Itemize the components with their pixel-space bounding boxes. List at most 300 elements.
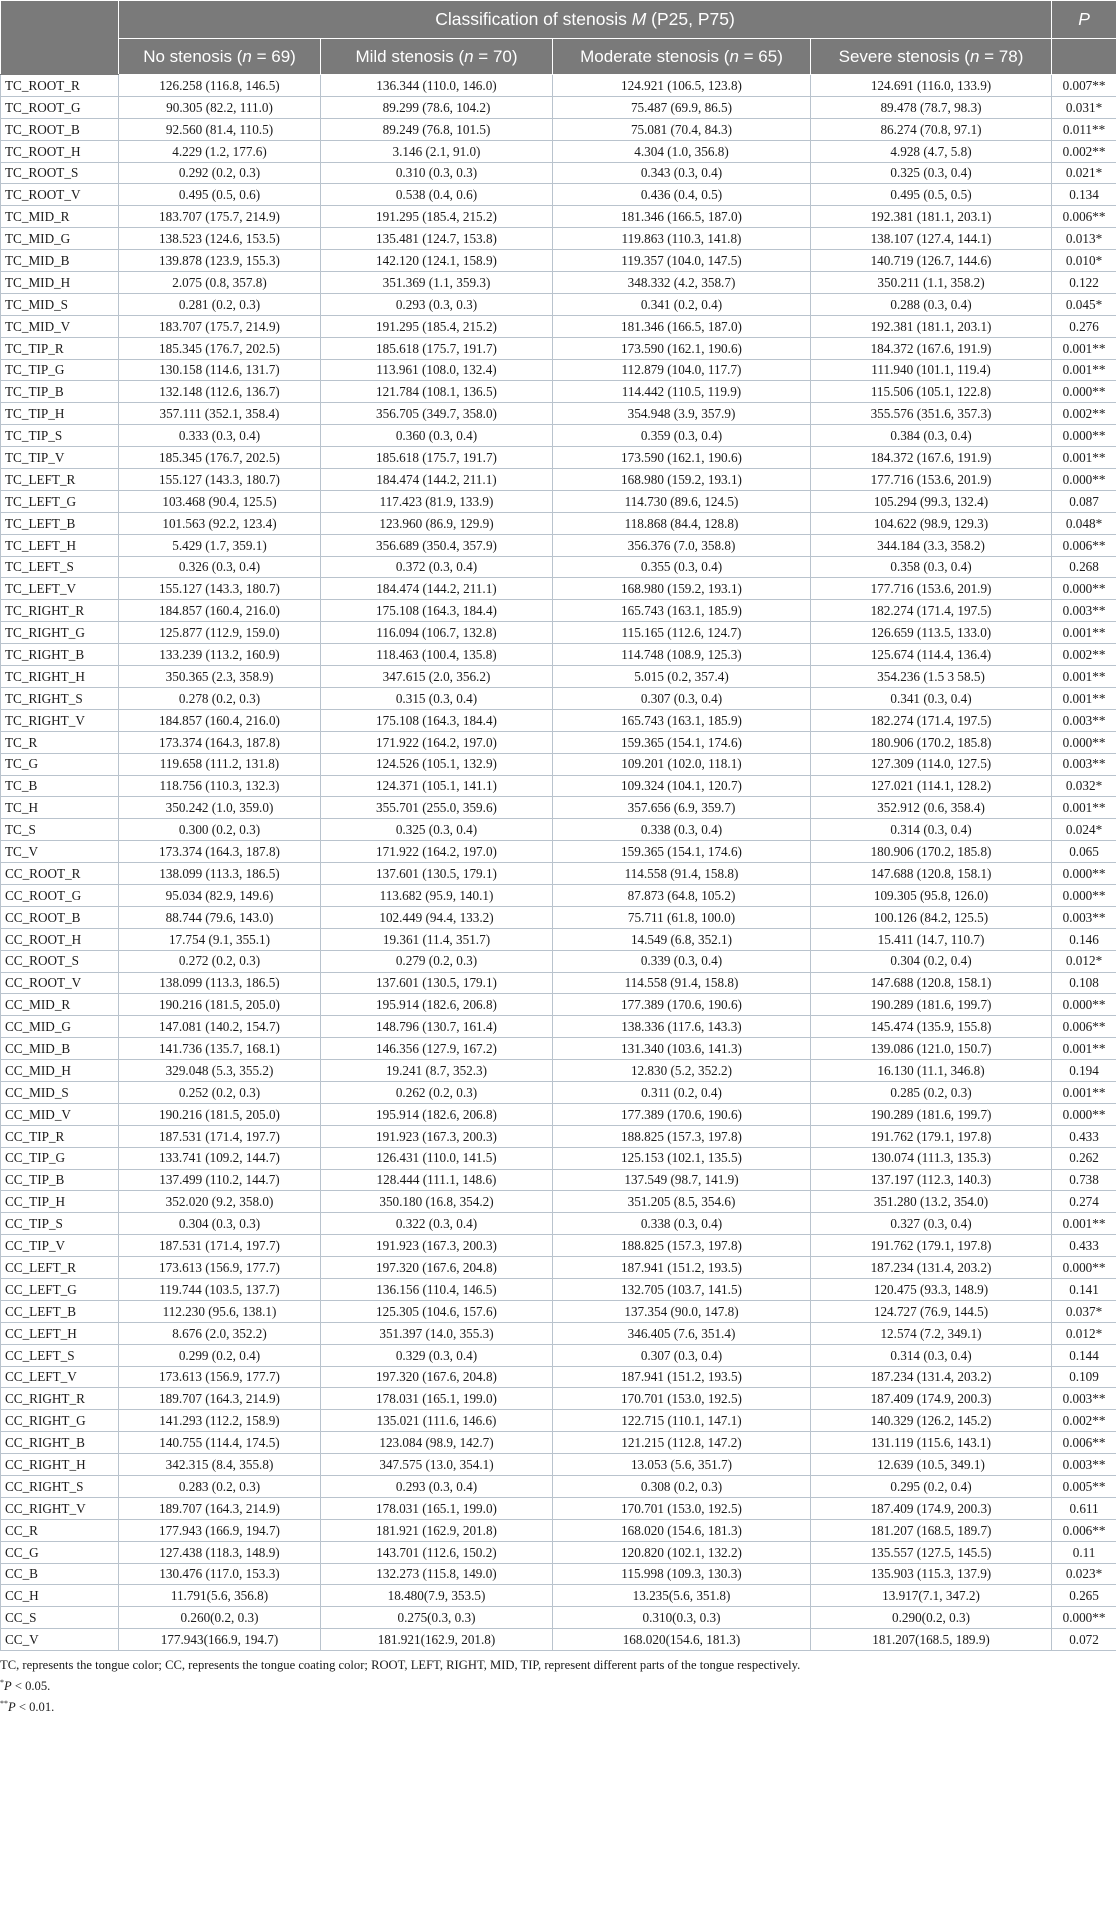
- p-value-cell: 0.003**: [1052, 906, 1116, 928]
- value-cell: 197.320 (167.6, 204.8): [321, 1257, 553, 1279]
- value-cell: 120.475 (93.3, 148.9): [811, 1278, 1052, 1300]
- table-row: [1, 206, 1116, 228]
- value-cell: 190.289 (181.6, 199.7): [811, 1103, 1052, 1125]
- header-row-group: [1, 1, 1116, 39]
- value-cell: 4.928 (4.7, 5.8): [811, 140, 1052, 162]
- value-cell: 138.523 (124.6, 153.5): [119, 228, 321, 250]
- value-cell: 351.280 (13.2, 354.0): [811, 1191, 1052, 1213]
- value-cell: 170.701 (153.0, 192.5): [553, 1388, 811, 1410]
- row-label-cell: CC_RIGHT_G: [1, 1410, 119, 1432]
- value-cell: 75.711 (61.8, 100.0): [553, 906, 811, 928]
- p-value-cell: 0.274: [1052, 1191, 1116, 1213]
- table-row: [1, 447, 1116, 469]
- value-cell: 0.307 (0.3, 0.4): [553, 1344, 811, 1366]
- p-value-cell: 0.433: [1052, 1235, 1116, 1257]
- p-value-cell: 0.012*: [1052, 1322, 1116, 1344]
- value-cell: 188.825 (157.3, 197.8): [553, 1235, 811, 1257]
- value-cell: 189.707 (164.3, 214.9): [119, 1497, 321, 1519]
- value-cell: 0.343 (0.3, 0.4): [553, 162, 811, 184]
- p-value-cell: 0.087: [1052, 490, 1116, 512]
- value-cell: 351.369 (1.1, 359.3): [321, 272, 553, 294]
- value-cell: 4.304 (1.0, 356.8): [553, 140, 811, 162]
- table-row: [1, 490, 1116, 512]
- value-cell: 0.314 (0.3, 0.4): [811, 1344, 1052, 1366]
- footnote-var: P: [4, 1679, 12, 1694]
- value-cell: 135.557 (127.5, 145.5): [811, 1541, 1052, 1563]
- value-cell: 180.906 (170.2, 185.8): [811, 841, 1052, 863]
- row-label-cell: TC_ROOT_H: [1, 140, 119, 162]
- p-value-cell: 0.003**: [1052, 1454, 1116, 1476]
- row-label-cell: CC_MID_S: [1, 1081, 119, 1103]
- value-cell: 173.374 (164.3, 187.8): [119, 841, 321, 863]
- p-value-cell: 0.611: [1052, 1497, 1116, 1519]
- value-cell: 130.476 (117.0, 153.3): [119, 1563, 321, 1585]
- p-value-cell: 0.021*: [1052, 162, 1116, 184]
- value-cell: 19.241 (8.7, 352.3): [321, 1060, 553, 1082]
- p-value-cell: 0.003**: [1052, 709, 1116, 731]
- value-cell: 12.574 (7.2, 349.1): [811, 1322, 1052, 1344]
- row-label-cell: CC_RIGHT_S: [1, 1476, 119, 1498]
- value-cell: 189.707 (164.3, 214.9): [119, 1388, 321, 1410]
- row-label-cell: TC_LEFT_B: [1, 512, 119, 534]
- column-header-moderate-stenosis: [553, 39, 811, 75]
- row-label-cell: TC_MID_V: [1, 315, 119, 337]
- value-cell: 100.126 (84.2, 125.5): [811, 906, 1052, 928]
- p-value-cell: 0.001**: [1052, 687, 1116, 709]
- row-label-cell: TC_RIGHT_B: [1, 644, 119, 666]
- value-cell: 191.762 (179.1, 197.8): [811, 1235, 1052, 1257]
- value-cell: 13.053 (5.6, 351.7): [553, 1454, 811, 1476]
- value-cell: 133.239 (113.2, 160.9): [119, 644, 321, 666]
- table-row: [1, 293, 1116, 315]
- row-label-cell: CC_ROOT_R: [1, 863, 119, 885]
- row-label-cell: TC_TIP_R: [1, 337, 119, 359]
- value-cell: 344.184 (3.3, 358.2): [811, 534, 1052, 556]
- table-row: [1, 140, 1116, 162]
- value-cell: 0.272 (0.2, 0.3): [119, 950, 321, 972]
- value-cell: 103.468 (90.4, 125.5): [119, 490, 321, 512]
- table-row: [1, 1322, 1116, 1344]
- value-cell: 0.307 (0.3, 0.4): [553, 687, 811, 709]
- value-cell: 113.682 (95.9, 140.1): [321, 884, 553, 906]
- value-cell: 187.409 (174.9, 200.3): [811, 1388, 1052, 1410]
- value-cell: 175.108 (164.3, 184.4): [321, 709, 553, 731]
- value-cell: 124.526 (105.1, 132.9): [321, 753, 553, 775]
- row-label-cell: CC_TIP_S: [1, 1213, 119, 1235]
- row-label-cell: TC_V: [1, 841, 119, 863]
- value-cell: 4.229 (1.2, 177.6): [119, 140, 321, 162]
- p-value-cell: 0.013*: [1052, 228, 1116, 250]
- value-cell: 356.376 (7.0, 358.8): [553, 534, 811, 556]
- value-cell: 0.295 (0.2, 0.4): [811, 1476, 1052, 1498]
- row-label-cell: TC_LEFT_S: [1, 556, 119, 578]
- value-cell: 0.322 (0.3, 0.4): [321, 1213, 553, 1235]
- value-cell: 13.235(5.6, 351.8): [553, 1585, 811, 1607]
- table-row: [1, 1388, 1116, 1410]
- table-row: [1, 228, 1116, 250]
- value-cell: 142.120 (124.1, 158.9): [321, 250, 553, 272]
- row-label-cell: CC_R: [1, 1519, 119, 1541]
- value-cell: 0.358 (0.3, 0.4): [811, 556, 1052, 578]
- row-label-cell: CC_MID_R: [1, 994, 119, 1016]
- value-cell: 0.308 (0.2, 0.3): [553, 1476, 811, 1498]
- row-label-cell: TC_TIP_V: [1, 447, 119, 469]
- p-value-cell: 0.122: [1052, 272, 1116, 294]
- row-label-cell: CC_ROOT_B: [1, 906, 119, 928]
- p-value-cell: 0.006**: [1052, 1016, 1116, 1038]
- value-cell: 0.359 (0.3, 0.4): [553, 425, 811, 447]
- value-cell: 12.639 (10.5, 349.1): [811, 1454, 1052, 1476]
- p-value-cell: 0.000**: [1052, 425, 1116, 447]
- row-label-cell: TC_RIGHT_G: [1, 622, 119, 644]
- value-cell: 125.877 (112.9, 159.0): [119, 622, 321, 644]
- value-cell: 16.130 (11.1, 346.8): [811, 1060, 1052, 1082]
- value-cell: 141.736 (135.7, 168.1): [119, 1038, 321, 1060]
- value-cell: 0.341 (0.3, 0.4): [811, 687, 1052, 709]
- row-label-cell: TC_RIGHT_H: [1, 666, 119, 688]
- header-stub-cell: [1, 1, 119, 75]
- p-value-cell: 0.000**: [1052, 469, 1116, 491]
- table-row: [1, 184, 1116, 206]
- table-row: [1, 578, 1116, 600]
- value-cell: 101.563 (92.2, 123.4): [119, 512, 321, 534]
- table-row: [1, 1629, 1116, 1651]
- value-cell: 138.099 (113.3, 186.5): [119, 863, 321, 885]
- row-label-cell: CC_RIGHT_B: [1, 1432, 119, 1454]
- p-value-cell: 0.001**: [1052, 359, 1116, 381]
- value-cell: 132.148 (112.6, 136.7): [119, 381, 321, 403]
- value-cell: 137.499 (110.2, 144.7): [119, 1169, 321, 1191]
- column-n-var: n: [464, 46, 474, 66]
- p-value-cell: 0.134: [1052, 184, 1116, 206]
- value-cell: 0.314 (0.3, 0.4): [811, 819, 1052, 841]
- p-value-cell: 0.001**: [1052, 1213, 1116, 1235]
- row-label-cell: TC_MID_G: [1, 228, 119, 250]
- value-cell: 75.081 (70.4, 84.3): [553, 118, 811, 140]
- row-label-cell: CC_TIP_G: [1, 1147, 119, 1169]
- p-value-cell: 0.006**: [1052, 1432, 1116, 1454]
- value-cell: 112.230 (95.6, 138.1): [119, 1300, 321, 1322]
- value-cell: 165.743 (163.1, 185.9): [553, 709, 811, 731]
- row-label-cell: TC_LEFT_V: [1, 578, 119, 600]
- row-label-cell: TC_TIP_B: [1, 381, 119, 403]
- p-value-cell: 0.006**: [1052, 206, 1116, 228]
- value-cell: 155.127 (143.3, 180.7): [119, 578, 321, 600]
- table-row: [1, 75, 1116, 97]
- value-cell: 177.389 (170.6, 190.6): [553, 994, 811, 1016]
- row-label-cell: TC_TIP_G: [1, 359, 119, 381]
- p-value-cell: 0.433: [1052, 1125, 1116, 1147]
- table-row: [1, 775, 1116, 797]
- value-cell: 347.575 (13.0, 354.1): [321, 1454, 553, 1476]
- group-title-suffix: (P25, P75): [646, 9, 735, 29]
- table-row: [1, 534, 1116, 556]
- table-row: [1, 666, 1116, 688]
- value-cell: 0.285 (0.2, 0.3): [811, 1081, 1052, 1103]
- column-n-value: = 65): [738, 46, 783, 66]
- value-cell: 351.205 (8.5, 354.6): [553, 1191, 811, 1213]
- footnote-var: P: [8, 1700, 16, 1715]
- table-row: [1, 1585, 1116, 1607]
- row-label-cell: TC_ROOT_G: [1, 96, 119, 118]
- value-cell: 355.576 (351.6, 357.3): [811, 403, 1052, 425]
- row-label-cell: CC_V: [1, 1629, 119, 1651]
- row-label-cell: TC_ROOT_V: [1, 184, 119, 206]
- table-row: [1, 118, 1116, 140]
- value-cell: 14.549 (6.8, 352.1): [553, 928, 811, 950]
- value-cell: 139.878 (123.9, 155.3): [119, 250, 321, 272]
- column-label: Severe stenosis (: [838, 46, 970, 66]
- value-cell: 147.688 (120.8, 158.1): [811, 863, 1052, 885]
- p-value-cell: 0.000**: [1052, 381, 1116, 403]
- value-cell: 124.371 (105.1, 141.1): [321, 775, 553, 797]
- value-cell: 3.146 (2.1, 91.0): [321, 140, 553, 162]
- value-cell: 0.299 (0.2, 0.4): [119, 1344, 321, 1366]
- p-value-cell: 0.000**: [1052, 863, 1116, 885]
- value-cell: 170.701 (153.0, 192.5): [553, 1497, 811, 1519]
- value-cell: 89.249 (76.8, 101.5): [321, 118, 553, 140]
- value-cell: 0.325 (0.3, 0.4): [321, 819, 553, 841]
- value-cell: 0.290(0.2, 0.3): [811, 1607, 1052, 1629]
- row-label-cell: TC_MID_R: [1, 206, 119, 228]
- table-row: [1, 1344, 1116, 1366]
- column-n-value: = 78): [979, 46, 1024, 66]
- row-label-cell: CC_B: [1, 1563, 119, 1585]
- value-cell: 0.495 (0.5, 0.6): [119, 184, 321, 206]
- row-label-cell: CC_MID_B: [1, 1038, 119, 1060]
- row-label-cell: CC_MID_G: [1, 1016, 119, 1038]
- value-cell: 178.031 (165.1, 199.0): [321, 1497, 553, 1519]
- value-cell: 350.211 (1.1, 358.2): [811, 272, 1052, 294]
- value-cell: 356.689 (350.4, 357.9): [321, 534, 553, 556]
- p-value-cell: 0.031*: [1052, 96, 1116, 118]
- p-value-cell: 0.003**: [1052, 1388, 1116, 1410]
- value-cell: 356.705 (349.7, 358.0): [321, 403, 553, 425]
- value-cell: 115.506 (105.1, 122.8): [811, 381, 1052, 403]
- value-cell: 191.762 (179.1, 197.8): [811, 1125, 1052, 1147]
- row-label-cell: TC_B: [1, 775, 119, 797]
- table-row: [1, 425, 1116, 447]
- value-cell: 191.923 (167.3, 200.3): [321, 1235, 553, 1257]
- value-cell: 114.442 (110.5, 119.9): [553, 381, 811, 403]
- table-row: [1, 797, 1116, 819]
- value-cell: 127.021 (114.1, 128.2): [811, 775, 1052, 797]
- value-cell: 357.656 (6.9, 359.7): [553, 797, 811, 819]
- row-label-cell: CC_ROOT_S: [1, 950, 119, 972]
- value-cell: 355.701 (255.0, 359.6): [321, 797, 553, 819]
- table-row: [1, 1410, 1116, 1432]
- value-cell: 352.912 (0.6, 358.4): [811, 797, 1052, 819]
- table-row: [1, 644, 1116, 666]
- p-value-cell: 0.000**: [1052, 1607, 1116, 1629]
- value-cell: 126.258 (116.8, 146.5): [119, 75, 321, 97]
- table-row: [1, 1278, 1116, 1300]
- row-label-cell: TC_RIGHT_R: [1, 600, 119, 622]
- value-cell: 8.676 (2.0, 352.2): [119, 1322, 321, 1344]
- row-label-cell: TC_RIGHT_S: [1, 687, 119, 709]
- value-cell: 173.613 (156.9, 177.7): [119, 1366, 321, 1388]
- table-row: [1, 753, 1116, 775]
- row-label-cell: TC_G: [1, 753, 119, 775]
- value-cell: 0.326 (0.3, 0.4): [119, 556, 321, 578]
- value-cell: 329.048 (5.3, 355.2): [119, 1060, 321, 1082]
- value-cell: 120.820 (102.1, 132.2): [553, 1541, 811, 1563]
- p-value-cell: 0.005**: [1052, 1476, 1116, 1498]
- table-row: [1, 1103, 1116, 1125]
- row-label-cell: TC_MID_S: [1, 293, 119, 315]
- value-cell: 95.034 (82.9, 149.6): [119, 884, 321, 906]
- table-row: [1, 600, 1116, 622]
- footnote-mark: *: [0, 1678, 4, 1688]
- value-cell: 181.207 (168.5, 189.7): [811, 1519, 1052, 1541]
- table-row: [1, 1125, 1116, 1147]
- value-cell: 351.397 (14.0, 355.3): [321, 1322, 553, 1344]
- row-label-cell: CC_MID_V: [1, 1103, 119, 1125]
- p-value-cell: 0.001**: [1052, 1038, 1116, 1060]
- value-cell: 191.923 (167.3, 200.3): [321, 1125, 553, 1147]
- p-value-cell: 0.045*: [1052, 293, 1116, 315]
- value-cell: 89.478 (78.7, 98.3): [811, 96, 1052, 118]
- value-cell: 136.156 (110.4, 146.5): [321, 1278, 553, 1300]
- table-row: [1, 1147, 1116, 1169]
- value-cell: 138.107 (127.4, 144.1): [811, 228, 1052, 250]
- p-value-cell: 0.037*: [1052, 1300, 1116, 1322]
- p-value-cell: 0.141: [1052, 1278, 1116, 1300]
- table-row: [1, 731, 1116, 753]
- value-cell: 137.197 (112.3, 140.3): [811, 1169, 1052, 1191]
- value-cell: 181.346 (166.5, 187.0): [553, 206, 811, 228]
- value-cell: 135.021 (111.6, 146.6): [321, 1410, 553, 1432]
- value-cell: 102.449 (94.4, 133.2): [321, 906, 553, 928]
- row-label-cell: CC_H: [1, 1585, 119, 1607]
- value-cell: 116.094 (106.7, 132.8): [321, 622, 553, 644]
- value-cell: 177.389 (170.6, 190.6): [553, 1103, 811, 1125]
- row-label-cell: CC_ROOT_H: [1, 928, 119, 950]
- p-value-cell: 0.262: [1052, 1147, 1116, 1169]
- value-cell: 0.372 (0.3, 0.4): [321, 556, 553, 578]
- value-cell: 173.590 (162.1, 190.6): [553, 447, 811, 469]
- value-cell: 354.948 (3.9, 357.9): [553, 403, 811, 425]
- value-cell: 159.365 (154.1, 174.6): [553, 841, 811, 863]
- table-row: [1, 1607, 1116, 1629]
- p-value-cell: 0.265: [1052, 1585, 1116, 1607]
- value-cell: 0.292 (0.2, 0.3): [119, 162, 321, 184]
- value-cell: 180.906 (170.2, 185.8): [811, 731, 1052, 753]
- footnote-significance-1: [0, 1674, 1116, 1695]
- p-value-cell: 0.024*: [1052, 819, 1116, 841]
- value-cell: 184.474 (144.2, 211.1): [321, 469, 553, 491]
- value-cell: 113.961 (108.0, 132.4): [321, 359, 553, 381]
- value-cell: 17.754 (9.1, 355.1): [119, 928, 321, 950]
- value-cell: 123.960 (86.9, 129.9): [321, 512, 553, 534]
- value-cell: 350.242 (1.0, 359.0): [119, 797, 321, 819]
- value-cell: 126.659 (113.5, 133.0): [811, 622, 1052, 644]
- value-cell: 0.355 (0.3, 0.4): [553, 556, 811, 578]
- value-cell: 137.354 (90.0, 147.8): [553, 1300, 811, 1322]
- value-cell: 19.361 (11.4, 351.7): [321, 928, 553, 950]
- table-row: [1, 994, 1116, 1016]
- value-cell: 0.310(0.3, 0.3): [553, 1607, 811, 1629]
- p-value-cell: 0.000**: [1052, 1257, 1116, 1279]
- footnote-text: < 0.01.: [15, 1700, 55, 1715]
- value-cell: 184.372 (167.6, 191.9): [811, 337, 1052, 359]
- value-cell: 192.381 (181.1, 203.1): [811, 315, 1052, 337]
- row-label-cell: CC_LEFT_H: [1, 1322, 119, 1344]
- p-value-cell: 0.001**: [1052, 447, 1116, 469]
- row-label-cell: TC_ROOT_R: [1, 75, 119, 97]
- row-label-cell: CC_S: [1, 1607, 119, 1629]
- table-footnotes: [0, 1651, 1116, 1716]
- value-cell: 185.345 (176.7, 202.5): [119, 447, 321, 469]
- value-cell: 139.086 (121.0, 150.7): [811, 1038, 1052, 1060]
- p-label: P: [1078, 9, 1090, 29]
- value-cell: 0.304 (0.3, 0.3): [119, 1213, 321, 1235]
- table-row: [1, 1191, 1116, 1213]
- value-cell: 0.281 (0.2, 0.3): [119, 293, 321, 315]
- value-cell: 137.601 (130.5, 179.1): [321, 863, 553, 885]
- value-cell: 190.289 (181.6, 199.7): [811, 994, 1052, 1016]
- value-cell: 0.310 (0.3, 0.3): [321, 162, 553, 184]
- p-value-cell: 0.000**: [1052, 731, 1116, 753]
- value-cell: 119.863 (110.3, 141.8): [553, 228, 811, 250]
- value-cell: 348.332 (4.2, 358.7): [553, 272, 811, 294]
- value-cell: 187.234 (131.4, 203.2): [811, 1366, 1052, 1388]
- value-cell: 105.294 (99.3, 132.4): [811, 490, 1052, 512]
- table-row: [1, 250, 1116, 272]
- value-cell: 354.236 (1.5 3 58.5): [811, 666, 1052, 688]
- row-label-cell: TC_ROOT_B: [1, 118, 119, 140]
- row-label-cell: TC_S: [1, 819, 119, 841]
- value-cell: 118.463 (100.4, 135.8): [321, 644, 553, 666]
- value-cell: 187.941 (151.2, 193.5): [553, 1257, 811, 1279]
- value-cell: 118.868 (84.4, 128.8): [553, 512, 811, 534]
- value-cell: 0.339 (0.3, 0.4): [553, 950, 811, 972]
- p-value-cell: 0.072: [1052, 1629, 1116, 1651]
- footnote-text: < 0.05.: [11, 1679, 51, 1694]
- value-cell: 191.295 (185.4, 215.2): [321, 206, 553, 228]
- p-value-cell: 0.000**: [1052, 884, 1116, 906]
- value-cell: 0.278 (0.2, 0.3): [119, 687, 321, 709]
- value-cell: 168.980 (159.2, 193.1): [553, 469, 811, 491]
- value-cell: 188.825 (157.3, 197.8): [553, 1125, 811, 1147]
- value-cell: 0.304 (0.2, 0.4): [811, 950, 1052, 972]
- p-value-cell: 0.002**: [1052, 1410, 1116, 1432]
- table-row: [1, 884, 1116, 906]
- value-cell: 0.293 (0.3, 0.4): [321, 1476, 553, 1498]
- row-label-cell: CC_TIP_H: [1, 1191, 119, 1213]
- value-cell: 0.495 (0.5, 0.5): [811, 184, 1052, 206]
- value-cell: 135.481 (124.7, 153.8): [321, 228, 553, 250]
- p-value-cell: 0.738: [1052, 1169, 1116, 1191]
- value-cell: 138.099 (113.3, 186.5): [119, 972, 321, 994]
- row-label-cell: TC_MID_B: [1, 250, 119, 272]
- value-cell: 141.293 (112.2, 158.9): [119, 1410, 321, 1432]
- row-label-cell: CC_LEFT_V: [1, 1366, 119, 1388]
- value-cell: 0.315 (0.3, 0.4): [321, 687, 553, 709]
- row-label-cell: TC_ROOT_S: [1, 162, 119, 184]
- table-row: [1, 1519, 1116, 1541]
- table-row: [1, 337, 1116, 359]
- row-label-cell: CC_TIP_B: [1, 1169, 119, 1191]
- p-value-cell: 0.003**: [1052, 753, 1116, 775]
- value-cell: 90.305 (82.2, 111.0): [119, 96, 321, 118]
- table-row: [1, 928, 1116, 950]
- value-cell: 185.618 (175.7, 191.7): [321, 447, 553, 469]
- value-cell: 187.234 (131.4, 203.2): [811, 1257, 1052, 1279]
- value-cell: 109.305 (95.8, 126.0): [811, 884, 1052, 906]
- row-label-cell: TC_MID_H: [1, 272, 119, 294]
- table-row: [1, 162, 1116, 184]
